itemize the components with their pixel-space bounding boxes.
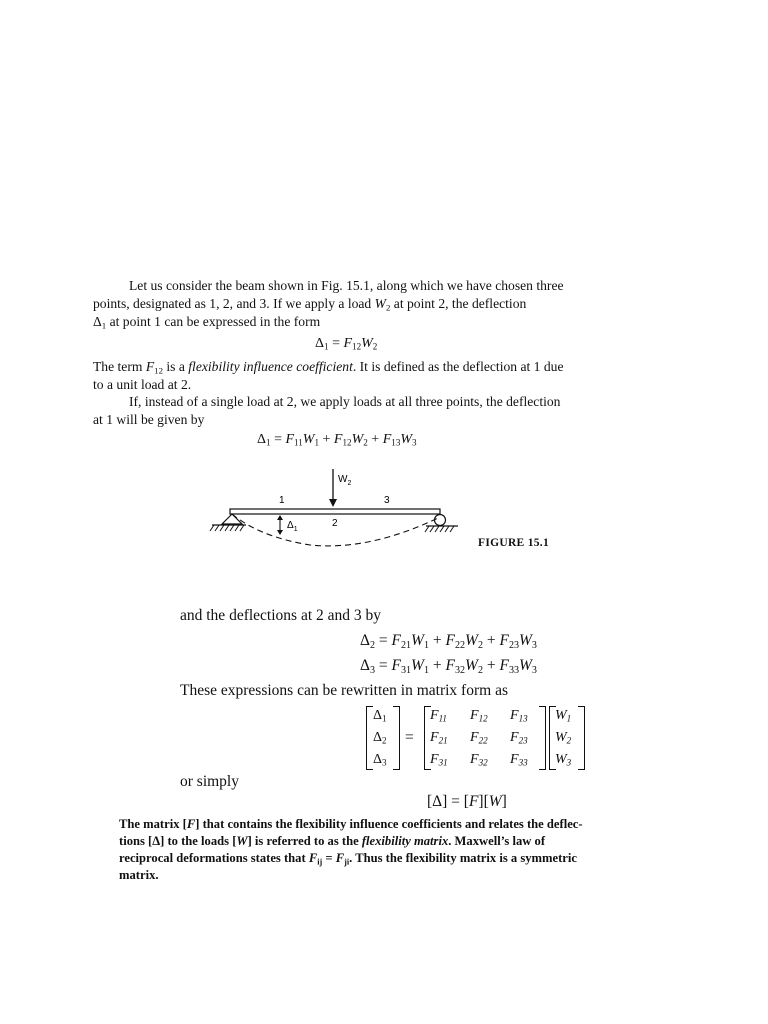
- equation-5: [Δ] = [F][W]: [427, 793, 507, 810]
- paragraph-2-line-2: to a unit load at 2.: [93, 377, 192, 392]
- paragraph-2-line-1: The term $F_{12}$ is a flexibility influence coefficient. It is defined as the deflection at 1 due: [93, 359, 564, 376]
- paragraph-3-line-1: If, instead of a single load at 2, we apply loads at all three points, the deflection: [129, 394, 561, 409]
- paragraph-1-line-2: points, designated as 1, 2, and 3. If we apply a load $W_2$ at point 2, the deflection: [93, 296, 527, 313]
- load-vector: $W_1$ $W_2$ $W_3$: [549, 706, 585, 770]
- roller-support: [435, 515, 446, 526]
- paragraph-3-line-2: at 1 will be given by: [93, 412, 205, 427]
- paragraph-4: and the deflections at 2 and 3 by: [180, 607, 382, 624]
- paragraph-1-line-3: $\Delta_1$ at point 1 can be expressed in the form: [93, 314, 321, 331]
- equation-1: $\Delta_1 = F_{12}W_2$: [315, 336, 378, 352]
- point-3-label: 3: [384, 495, 390, 506]
- flexibility-matrix: $F_{11}$ $F_{12}$ $F_{13}$ $F_{21}$ $F_{22}$ $F_{23}$ $F_{31}$ $F_{32}$ $F_{33}$: [424, 706, 546, 770]
- load-arrowhead: [329, 499, 337, 507]
- equation-3: $\Delta_2 = F_{21}W_1 + F_{22}W_2 + F_{23}W_3$: [360, 632, 537, 652]
- point-2-label: 2: [332, 518, 338, 529]
- pin-support: [222, 514, 242, 524]
- paragraph-7-line-4: matrix.: [119, 868, 159, 882]
- equation-2: $\Delta_1 = F_{11}W_1 + F_{12}W_2 + F_{13}W_3$: [257, 432, 417, 448]
- paragraph-1-line-1: Let us consider the beam shown in Fig. 15.1, along which we have chosen three: [129, 278, 564, 293]
- paragraph-7-line-1: The matrix [F] that contains the flexibility influence coefficients and relates the deflec-: [119, 817, 583, 831]
- delta-vector: $\Delta_1$ $\Delta_2$ $\Delta_3$: [366, 706, 400, 770]
- load-label: $W_2$: [338, 474, 352, 487]
- beam: [230, 509, 440, 514]
- beam-figure: [200, 465, 470, 560]
- point-1-label: 1: [279, 495, 285, 506]
- figure-caption: FIGURE 15.1: [478, 537, 550, 549]
- equation-4: $\Delta_3 = F_{31}W_1 + F_{32}W_2 + F_{33}W_3$: [360, 657, 537, 677]
- paragraph-7-line-2: tions [Δ] to the loads [W] is referred to as the flexibility matrix. Maxwell’s law of: [119, 834, 546, 848]
- delta-label: $\Delta_1$: [287, 520, 298, 533]
- paragraph-7-line-3: reciprocal deformations states that $F_{ij} = F_{ji}$. Thus the flexibility matrix is a symmetric: [119, 851, 577, 867]
- matrix-equals: =: [405, 729, 414, 746]
- paragraph-5: These expressions can be rewritten in matrix form as: [180, 682, 508, 699]
- paragraph-6: or simply: [180, 773, 239, 790]
